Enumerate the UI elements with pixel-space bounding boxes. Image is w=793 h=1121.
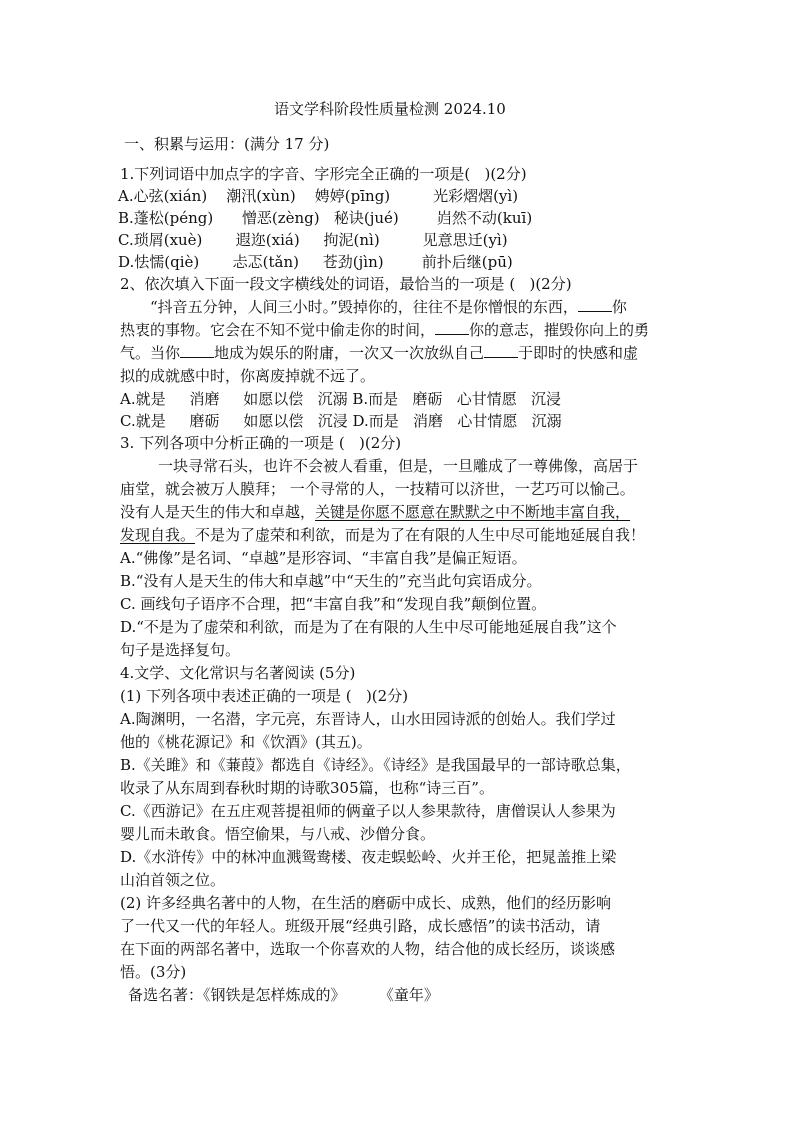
q4-option-b-line2: 收录了从东周到春秋时期的诗歌305篇，也称“诗三百”。 bbox=[120, 779, 494, 797]
underlined-sentence: 关键是你愿不愿意在默默之中不断地丰富自我， bbox=[315, 503, 631, 521]
q4-option-c-line1: C.《西游记》在五庄观菩提祖师的俩童子以人参果款待，唐僧误认人参果为 bbox=[120, 802, 616, 820]
q3-option-b: B.“没有人是天生的伟大和卓越”中“天生的”充当此句宾语成分。 bbox=[120, 572, 542, 590]
q4-option-a-line2: 他的《桃花源记》和《饮酒》(其五)。 bbox=[120, 733, 372, 751]
q1-option-d: D.怯懦(qiè) 忐忑(tǎn) 苍劲(jìn) 前扑后继(pū) bbox=[118, 253, 513, 271]
q2-options-cd: C.就是 磨砺 如愿以偿 沉浸 D.而是 消磨 心甘情愿 沉溺 bbox=[120, 412, 562, 430]
q2-passage-line2: 热衷的事物。它会在不知不觉中偷走你的时间， 你的意志，摧毁你向上的勇 bbox=[120, 321, 650, 339]
q3-passage-line2: 庙堂，就会被万人膜拜； 一个寻常的人，一技精可以济世，一艺巧可以愉己。 bbox=[120, 480, 635, 498]
q4-option-c-line2: 婴儿而未敢食。悟空偷果，与八戒、沙僧分食。 bbox=[120, 825, 436, 843]
fill-blank-1[interactable] bbox=[578, 297, 612, 312]
q2-passage-line3: 气。当你 地成为娱乐的附庸，一次又一次放纵自己 于即时的快感和虚 bbox=[120, 344, 639, 362]
q3-option-a: A.“佛像”是名词、“卓越”是形容词、“丰富自我”是偏正短语。 bbox=[120, 549, 527, 567]
fill-blank-3[interactable] bbox=[180, 343, 214, 358]
q3-option-c: C. 画线句子语序不合理，把“丰富自我”和“发现自我”颠倒位置。 bbox=[120, 595, 547, 613]
q2-options-ab: A.就是 消磨 如愿以偿 沉溺 B.而是 磨砺 心甘情愿 沉浸 bbox=[120, 390, 562, 408]
q1-stem: 1.下列词语中加点字的字音、字形完全正确的一项是( )(2分) bbox=[120, 165, 527, 183]
q4-sub2-line3: 在下面的两部名著中，选取一个你喜欢的人物，结合他的成长经历，谈谈感 bbox=[120, 940, 616, 958]
q4-sub2-line2: 了一代又一代的年轻人。班级开展“经典引路，成长感悟”的读书活动，请 bbox=[120, 917, 601, 935]
q2-stem: 2、依次填入下面一段文字横线处的词语，最恰当的一项是 ( )(2分) bbox=[120, 275, 572, 293]
q4-sub2-line1: (2) 许多经典名著中的人物，在生活的磨砺中成长、成熟，他们的经历影响 bbox=[120, 894, 612, 912]
q3-stem: 3. 下列各项中分析正确的一项是 ( )(2分) bbox=[120, 434, 402, 452]
q2-passage-line4: 拟的成就感中时，你离废掉就不远了。 bbox=[120, 367, 376, 385]
q1-option-c: C.琐屑(xuè) 遐迩(xiá) 拘泥(nì) 见意思迁(yì) bbox=[118, 231, 508, 249]
q3-option-d-line2: 句子是选择复句。 bbox=[120, 641, 241, 659]
q4-sub2-line4: 悟。(3分) bbox=[120, 963, 187, 981]
q4-stem: 4.文学、文化常识与名著阅读 (5分) bbox=[120, 664, 356, 682]
recommended-books: 备选名著：《钢铁是怎样炼成的》 《童年》 bbox=[128, 986, 439, 1004]
section-heading: 一、积累与运用：(满分 17 分) bbox=[124, 135, 330, 153]
q4-option-d-line1: D.《水浒传》中的林冲血溅鸳鸯楼、夜走蜈蚣岭、火并王伦，把晁盖推上梁 bbox=[120, 848, 617, 866]
q1-option-a: A.心弦(xián) 潮汛(xùn) 娉婷(pīng) 光彩熠熠(yì) bbox=[118, 187, 519, 205]
q3-passage-line3: 没有人是天生的伟大和卓越，关键是你愿不愿意在默默之中不断地丰富自我， bbox=[120, 503, 631, 521]
q4-option-b-line1: B.《关雎》和《蒹葭》都选自《诗经》。《诗经》是我国最早的一部诗歌总集， bbox=[120, 756, 631, 774]
q4-option-a-line1: A.陶渊明，一名潜，字元亮，东晋诗人，山水田园诗派的创始人。我们学过 bbox=[120, 710, 616, 728]
page-title: 语文学科阶段性质量检测 2024.10 bbox=[274, 100, 506, 118]
q1-option-b: B.蓬松(péng) 憎恶(zèng) 秘诀(jué) 岿然不动(kuī) bbox=[118, 209, 533, 227]
q2-passage-line1: “抖音五分钟，人间三小时。”毁掉你的，往往不是你憎恨的东西， 你 bbox=[150, 298, 627, 316]
q3-option-d-line1: D.“不是为了虚荣和利欲，而是为了在有限的人生中尽可能地延展自我”这个 bbox=[120, 618, 617, 636]
q4-sub1-stem: (1) 下列各项中表述正确的一项是 ( )(2分) bbox=[120, 687, 409, 705]
fill-blank-2[interactable] bbox=[435, 320, 469, 335]
q3-passage-line4: 发现自我。不是为了虚荣和利欲，而是为了在有限的人生中尽可能地延展自我！ bbox=[120, 526, 646, 544]
q3-passage-line1: 一块寻常石头，也许不会被人看重，但是，一旦雕成了一尊佛像，高居于 bbox=[158, 457, 639, 475]
q4-option-d-line2: 山泊首领之位。 bbox=[120, 871, 226, 889]
underlined-sentence-end: 发现自我。 bbox=[120, 526, 196, 544]
fill-blank-4[interactable] bbox=[484, 343, 518, 358]
